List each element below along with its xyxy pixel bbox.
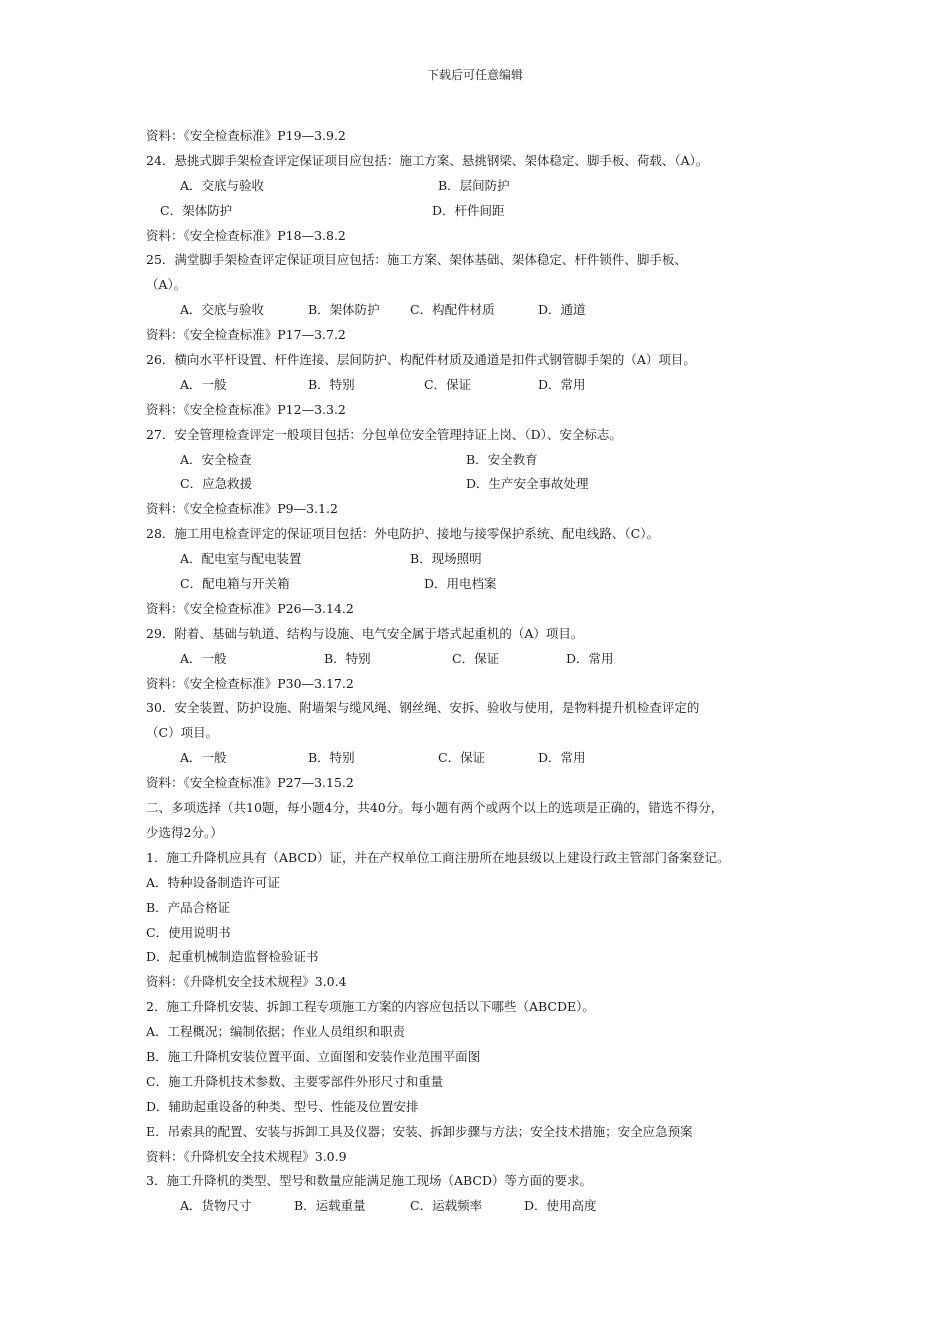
options-row — [146, 174, 826, 199]
option-item: C．构配件材质 — [410, 302, 495, 318]
text-line: 29．附着、基础与轨道、结构与设施、电气安全属于塔式起重机的（A）项目。 — [146, 625, 584, 641]
option-item: D．常用 — [538, 750, 586, 766]
option-item: C．架体防护 — [160, 202, 233, 218]
options-row — [146, 472, 826, 497]
option-item: B．特别 — [308, 750, 355, 766]
options-row — [146, 298, 826, 323]
text-line: 资料：《安全检查标准》P9—3.1.2 — [146, 501, 338, 517]
text-line: C．使用说明书 — [146, 924, 231, 940]
page-header: 下载后可任意编辑 — [426, 68, 523, 82]
text-line: （C）项目。 — [146, 725, 219, 741]
option-item: A．一般 — [180, 376, 227, 392]
text-line: A．工程概况；编制依据；作业人员组织和职责 — [146, 1024, 406, 1040]
option-item: B．特别 — [308, 376, 355, 392]
text-line: 资料：《安全检查标准》P18—3.8.2 — [146, 227, 346, 243]
option-item: B．架体防护 — [308, 302, 380, 318]
option-item: D．使用高度 — [524, 1198, 597, 1214]
option-item: C．保证 — [438, 750, 486, 766]
options-row — [146, 1194, 826, 1219]
text-line: 2．施工升降机安装、拆卸工程专项施工方案的内容应包括以下哪些（ABCDE）。 — [146, 999, 595, 1015]
text-line: D．辅助起重设备的种类、型号、性能及位置安排 — [146, 1098, 419, 1114]
option-item: D．生产安全事故处理 — [466, 476, 589, 492]
option-item: A．交底与验收 — [180, 177, 265, 193]
option-item: A．一般 — [180, 650, 227, 666]
text-line: B．施工升降机安装位置平面、立面图和安装作业范围平面图 — [146, 1048, 481, 1064]
option-item: D．用电档案 — [424, 576, 497, 592]
option-item: C．配电箱与开关箱 — [180, 576, 290, 592]
options-row — [146, 572, 826, 597]
text-line: 资料：《安全检查标准》P12—3.3.2 — [146, 401, 346, 417]
option-item: B．运载重量 — [294, 1198, 366, 1214]
text-line: 3．施工升降机的类型、型号和数量应能满足施工现场（ABCD）等方面的要求。 — [146, 1173, 592, 1189]
option-item: A．交底与验收 — [180, 302, 265, 318]
option-item: C．运载频率 — [410, 1198, 483, 1214]
document-body — [146, 124, 826, 1219]
text-line: C．施工升降机技术参数、主要零部件外形尺寸和重量 — [146, 1073, 444, 1089]
options-row — [146, 746, 826, 771]
text-line: 30．安全装置、防护设施、附墙架与缆风绳、钢丝绳、安拆、验收与使用，是物料提升机检查评定的 — [146, 700, 700, 716]
text-line: 25．满堂脚手架检查评定保证项目应包括：施工方案、架体基础、架体稳定、杆件锁件、脚手板、 — [146, 252, 687, 268]
text-line: 资料：《升降机安全技术规程》3.0.9 — [146, 1148, 347, 1164]
text-line: 资料：《安全检查标准》P27—3.15.2 — [146, 775, 354, 791]
text-line: （A）。 — [146, 277, 187, 293]
option-item: A．安全检查 — [180, 451, 252, 467]
text-line: 资料：《升降机安全技术规程》3.0.4 — [146, 974, 347, 990]
text-line: E．吊索具的配置、安装与拆卸工具及仪器；安装、拆卸步骤与方法；安全技术措施；安全应急预案 — [146, 1123, 693, 1139]
option-item: A．货物尺寸 — [180, 1198, 252, 1214]
text-line: B．产品合格证 — [146, 899, 231, 915]
option-item: D．常用 — [538, 376, 586, 392]
option-item: B．现场照明 — [410, 551, 482, 567]
option-item: B．特别 — [324, 650, 371, 666]
options-row — [146, 647, 826, 672]
option-item: C．保证 — [424, 376, 472, 392]
options-row — [146, 448, 826, 473]
text-line: A．特种设备制造许可证 — [146, 874, 281, 890]
option-item: C．保证 — [452, 650, 500, 666]
text-line: 资料：《安全检查标准》P26—3.14.2 — [146, 600, 354, 616]
options-row — [146, 373, 826, 398]
text-line: 资料：《安全检查标准》P19—3.9.2 — [146, 128, 346, 143]
option-item: B．安全教育 — [466, 451, 538, 467]
text-line: 少选得2分。） — [146, 824, 223, 840]
option-item: A．一般 — [180, 750, 227, 766]
text-line: 28．施工用电检查评定的保证项目包括：外电防护、接地与接零保护系统、配电线路、（C）。 — [146, 526, 659, 542]
option-item: D．通道 — [538, 302, 586, 318]
options-row — [146, 199, 826, 224]
text-line: 资料：《安全检查标准》P30—3.17.2 — [146, 675, 354, 691]
option-item: D．杆件间距 — [432, 202, 505, 218]
options-row — [146, 547, 826, 572]
text-line: 24．悬挑式脚手架检查评定保证项目应包括：施工方案、悬挑钢梁、架体稳定、脚手板、荷载、（A）。 — [146, 152, 709, 168]
text-line: 资料：《安全检查标准》P17—3.7.2 — [146, 327, 346, 343]
option-item: B．层间防护 — [438, 177, 510, 193]
option-item: D．常用 — [566, 650, 614, 666]
text-line: 27．安全管理检查评定一般项目包括：分包单位安全管理持证上岗、（D）、安全标志。 — [146, 426, 622, 442]
text-line: D．起重机械制造监督检验证书 — [146, 949, 319, 965]
text-line: 1．施工升降机应具有（ABCD）证，并在产权单位工商注册所在地县级以上建设行政主管部门备案登记。 — [146, 849, 730, 865]
option-item: A．配电室与配电装置 — [180, 551, 302, 567]
option-item: C．应急救援 — [180, 476, 253, 492]
text-line: 26．横向水平杆设置、杆件连接、层间防护、构配件材质及通道是扣件式钢管脚手架的（A）项目。 — [146, 352, 696, 368]
text-line: 二、多项选择（共10题，每小题4分，共40分。每小题有两个或两个以上的选项是正确的，错选不得分， — [146, 800, 724, 816]
